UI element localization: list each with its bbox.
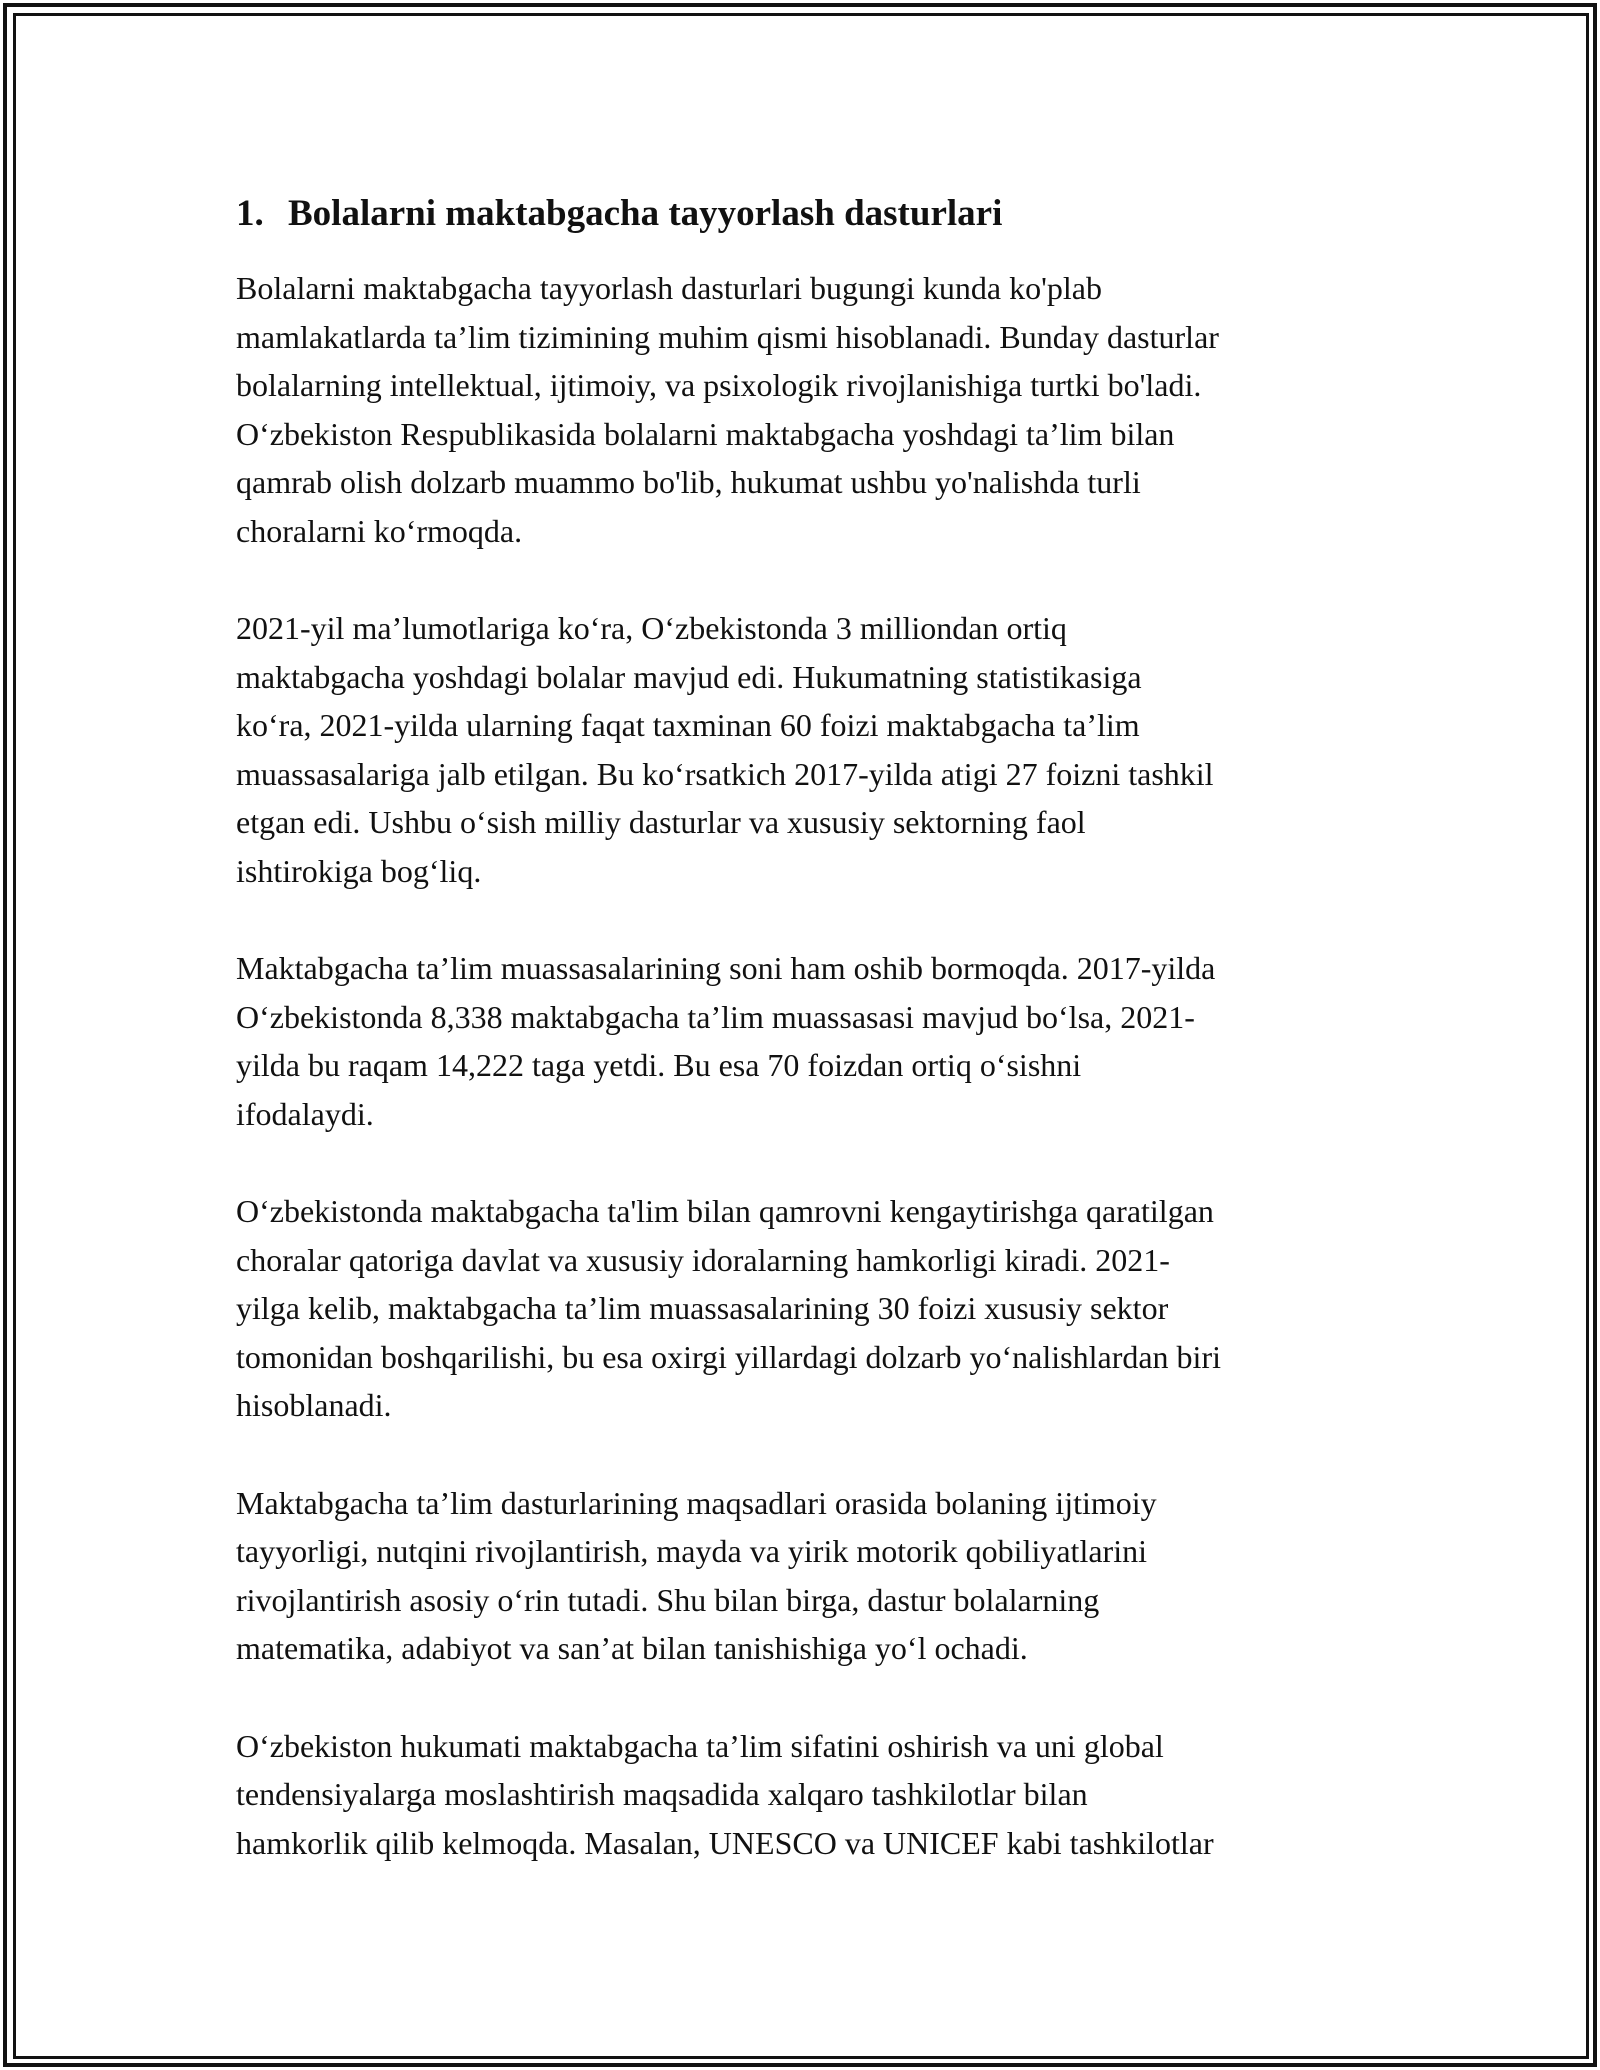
text-line: etgan edi. Ushbu o‘sish milliy dasturlar va xususiy sektorning faol <box>236 804 1086 840</box>
text-line: hamkorlik qilib kelmoqda. Masalan, UNESCO va UNICEF kabi tashkilotlar <box>236 1824 1214 1861</box>
paragraph-3 <box>236 944 1386 1138</box>
text-line: O‘zbekistonda maktabgacha ta'lim bilan qamrovni kengaytirishga qaratilgan <box>236 1193 1214 1229</box>
text-line: 2021-yil ma’lumotlariga ko‘ra, O‘zbekistonda 3 milliondan ortiq <box>236 610 1067 646</box>
text-line: rivojlantirish asosiy o‘rin tutadi. Shu bilan birga, dastur bolalarning <box>236 1581 1100 1618</box>
text-line: tendensiyalarga moslashtirish maqsadida xalqaro tashkilotlar bilan <box>236 1776 1088 1812</box>
paragraph-6 <box>236 1722 1386 1868</box>
section-number: 1. <box>236 193 264 234</box>
paragraph-5 <box>236 1479 1386 1673</box>
text-line: choralarni ko‘rmoqda. <box>236 512 523 549</box>
text-line: ishtirokiga bog‘liq. <box>236 852 482 889</box>
document-page <box>236 188 1386 1916</box>
section-heading <box>236 188 1386 240</box>
text-line: choralar qatoriga davlat va xususiy idoralarning hamkorligi kiradi. 2021- <box>236 1241 1170 1278</box>
text-line: hisoblanadi. <box>236 1387 392 1423</box>
text-line: O‘zbekiston hukumati maktabgacha ta’lim sifatini oshirish va uni global <box>236 1727 1164 1764</box>
text-line: Bolalarni maktabgacha tayyorlash dasturlari bugungi kunda ko'plab <box>236 270 1102 306</box>
text-line: yilga kelib, maktabgacha ta’lim muassasalarining 30 foizi xususiy sektor <box>236 1290 1169 1326</box>
text-line: bolalarning intellektual, ijtimoiy, va psixologik rivojlanishiga turtki bo'ladi. <box>236 367 1202 403</box>
section-title-text: Bolalarni maktabgacha tayyorlash dasturlari <box>288 193 1003 234</box>
text-line: Maktabgacha ta’lim muassasalarining soni ham oshib bormoqda. 2017-yilda <box>236 950 1216 986</box>
text-line: maktabgacha yoshdagi bolalar mavjud edi. Hukumatning statistikasiga <box>236 658 1142 695</box>
text-line: tayyorligi, nutqini rivojlantirish, mayda va yirik motorik qobiliyatlarini <box>236 1533 1147 1569</box>
paragraph-4 <box>236 1187 1386 1430</box>
text-line: mamlakatlarda ta’lim tizimining muhim qismi hisoblanadi. Bunday dasturlar <box>236 318 1219 355</box>
text-line: matematika, adabiyot va san’at bilan tanishishiga yo‘l ochadi. <box>236 1630 1028 1666</box>
text-line: yilda bu raqam 14,222 taga yetdi. Bu esa 70 foizdan ortiq o‘sishni <box>236 1047 1082 1083</box>
text-line: ko‘ra, 2021-yilda ularning faqat taxminan 60 foizi maktabgacha ta’lim <box>236 707 1140 743</box>
text-line: qamrab olish dolzarb muammo bo'lib, hukumat ushbu yo'nalishda turli <box>236 464 1141 500</box>
text-line: O‘zbekistonda 8,338 maktabgacha ta’lim muassasasi mavjud bo‘lsa, 2021- <box>236 998 1195 1035</box>
text-line: O‘zbekiston Respublikasida bolalarni maktabgacha yoshdagi ta’lim bilan <box>236 415 1175 452</box>
text-line: Maktabgacha ta’lim dasturlarining maqsadlari orasida bolaning ijtimoiy <box>236 1484 1157 1521</box>
text-line: tomonidan boshqarilishi, bu esa oxirgi yillardagi dolzarb yo‘nalishlardan biri <box>236 1338 1221 1375</box>
paragraph-1 <box>236 264 1386 555</box>
text-line: muassasalariga jalb etilgan. Bu ko‘rsatkich 2017-yilda atigi 27 foizni tashkil <box>236 755 1214 792</box>
paragraph-2 <box>236 604 1386 895</box>
text-line: ifodalaydi. <box>236 1095 374 1132</box>
